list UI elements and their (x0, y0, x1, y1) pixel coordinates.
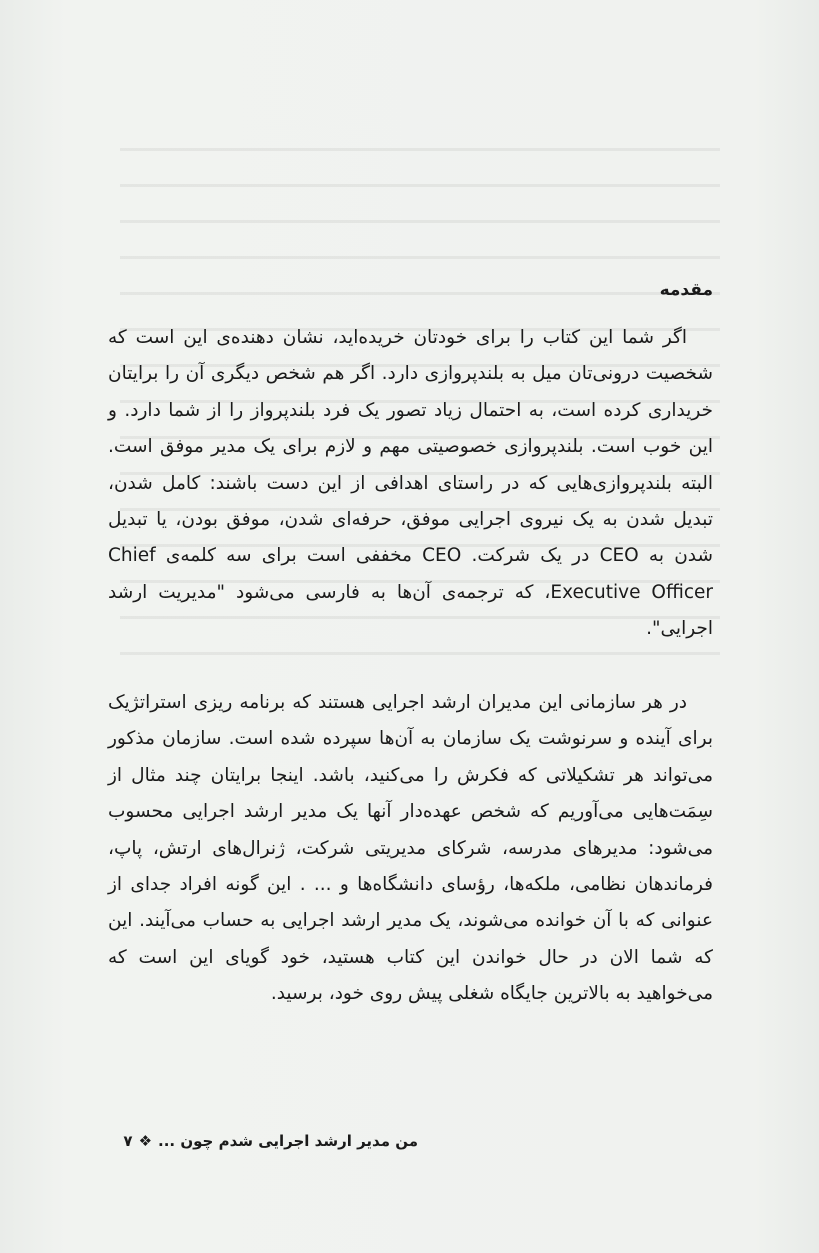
running-footer (118, 1130, 418, 1152)
paragraph-2-container (108, 685, 713, 1013)
footer-book-title: من مدیر ارشد اجرایی شدم چون ... (158, 1132, 418, 1150)
paragraph-1: اگر شما این کتاب را برای خودتان خریده‌اید، نشان دهنده‌ی این است که شخصیت درونی‌تان میل به بلندپروازی دارد. اگر هم شخص دیگری آن را برایتان خریداری کرده است، به احتمال زیاد تصور یک فرد بلندپرواز را از شما دارد. و این خوب است. بلندپروازی خصوصیتی مهم و لازم برای یک مدیر موفق است. البته بلندپروازی‌هایی که در راستای اهدافی از این دست باشند: کامل شدن، تبدیل شدن به یک نیروی اجرایی موفق، حرفه‌ای شدن، موفق بودن، یا تبدیل شدن به CEO در یک شرکت. CEO مخففی است برای سه کلمه‌ی Chief Executive Officer، که ترجمه‌ی آن‌ها به فارسی می‌شود "مدیریت ارشد اجرایی". (108, 327, 714, 640)
paragraph-2: در هر سازمانی این مدیران ارشد اجرایی هستند که برنامه ریزی استراتژیک برای آینده و سرنوشت یک سازمان به آن‌ها سپرده شده است. سازمان مذکور می‌تواند هر تشکیلاتی که فکرش را می‌کنید، باشد. اینجا برایتان چند مثال از سِمَت‌هایی می‌آوریم که شخص عهده‌دار آنها یک مدیر ارشد اجرایی محسوب می‌شود: مدیرهای مدرسه، شرکای مدیریتی شرکت، ژنرال‌های ارتش، پاپ، فرماندهان نظامی، ملکه‌ها، رؤسای دانشگاه‌ها و ... . این گونه افراد جدای از عنوانی که با آن خوانده می‌شوند، یک مدیر ارشد اجرایی به حساب می‌آیند. این که شما الان در حال خواندن این کتاب هستید، خود گویای این است که می‌خواهید به بالاترین جایگاه شغلی پیش روی خود، برسید. (108, 692, 713, 1005)
ornament-diamond-icon: ❖ (138, 1132, 153, 1150)
section-heading: مقدمه (659, 280, 713, 300)
paragraph-1-container (108, 320, 713, 648)
page-number: ۷ (123, 1132, 133, 1150)
